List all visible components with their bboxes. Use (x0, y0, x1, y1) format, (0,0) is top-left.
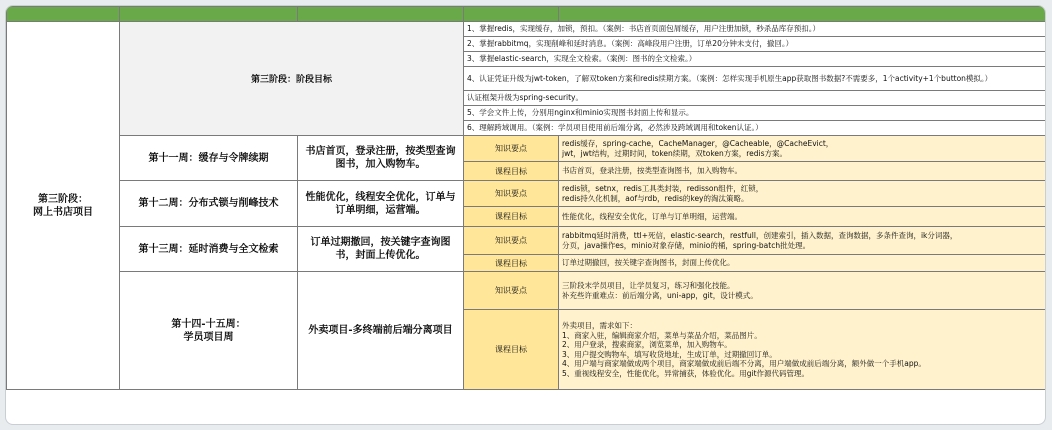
knowledge-text[interactable]: redis缓存，spring-cache，CacheManager，@Cacheable，@CacheEvict， jwt，jwt结构，过期时间，token续期，双token方案，redis方案。 (559, 136, 1046, 162)
goal-item[interactable]: 4、认证凭证升级为jwt-token，了解双token方案和redis续期方案。（案例：怎样实现手机原生app获取图书数据?不需要多，1个activity+1个button模拟。） (464, 67, 1046, 91)
week-topic[interactable]: 书店首页，登录注册，按类型查询图书，加入购物车。 (298, 136, 464, 181)
week-row (7, 227, 1046, 255)
goal-item[interactable]: 认证框架升级为spring-security。 (464, 91, 1046, 106)
goal-item[interactable]: 6、理解跨域调用。（案例：学员项目使用前后端分离，必然涉及跨域调用和token认证。） (464, 121, 1046, 136)
header-cell (559, 7, 1046, 22)
week-title[interactable]: 第十一周：缓存与令牌续期 (120, 136, 298, 181)
goal-item[interactable]: 1、掌握redis，实现缓存，加锁，预扣。（案例：书店首页面包屑缓存，用户注册加锁，秒杀品库存预扣。） (464, 22, 1046, 37)
goal-item[interactable]: 5、学会文件上传，分别用nginx和minio实现图书封面上传和显示。 (464, 106, 1046, 121)
week-topic[interactable]: 性能优化，线程安全优化，订单与订单明细，运营端。 (298, 181, 464, 227)
header-cell (464, 7, 559, 22)
week-topic[interactable]: 外卖项目-多终端前后端分离项目 (298, 272, 464, 390)
header-cell (7, 7, 120, 22)
goal-text[interactable]: 书店首页，登录注册，按类型查询图书，加入购物车。 (559, 162, 1046, 181)
goal-row (7, 22, 1046, 37)
phase-cell[interactable]: 第三阶段： 网上书店项目 (7, 22, 120, 390)
goal-item[interactable]: 3、掌握elastic-search，实现全文检索。（案例：图书的全文检索。） (464, 52, 1046, 67)
week-row (7, 272, 1046, 310)
goal-text[interactable]: 外卖项目，需求如下： 1、商家入驻，编辑商家介绍，菜单与菜品介绍，菜品图片。 2、用户登录，搜索商家，浏览菜单，加入购物车。 3、用户提交购物车，填写收货地址，生成订单，过期撤回订单。 4、用户端与商家端做成两个项目，商家端做成前后端不分离，用户端做成前后端分离，额外做一个手机app。 5、重视线程安全，性能优化，异常捕获，体验优化。用git作源代码管理。 (559, 310, 1046, 390)
week-title[interactable]: 第十四-十五周： 学员项目周 (120, 272, 298, 390)
goal-label[interactable]: 课程目标 (464, 310, 559, 390)
goal-label[interactable]: 课程目标 (464, 207, 559, 227)
goal-text[interactable]: 订单过期撤回，按关键字查询图书，封面上传优化。 (559, 255, 1046, 272)
knowledge-label[interactable]: 知识要点 (464, 181, 559, 207)
curriculum-table (6, 6, 1046, 390)
knowledge-label[interactable]: 知识要点 (464, 272, 559, 310)
week-topic[interactable]: 订单过期撤回，按关键字查询图书，封面上传优化。 (298, 227, 464, 272)
goal-label[interactable]: 课程目标 (464, 255, 559, 272)
goal-text[interactable]: 性能优化，线程安全优化，订单与订单明细，运营端。 (559, 207, 1046, 227)
knowledge-label[interactable]: 知识要点 (464, 136, 559, 162)
header-cell (298, 7, 464, 22)
knowledge-text[interactable]: 三阶段末学员项目，让学员复习，练习和强化技能。 补充些许重难点：前后端分离，uni-app，git，设计模式。 (559, 272, 1046, 310)
week-title[interactable]: 第十三周：延时消费与全文检索 (120, 227, 298, 272)
spreadsheet-frame (5, 5, 1046, 425)
week-title[interactable]: 第十二周：分布式锁与削峰技术 (120, 181, 298, 227)
goal-item[interactable]: 2、掌握rabbitmq，实现削峰和延时消息。（案例：高峰段用户注册，订单20分钟未支付，撤回。） (464, 37, 1046, 52)
knowledge-text[interactable]: redis锁，setnx，redis工具类封装，redisson组件，红锁， redis持久化机制，aof与rdb，redis的key的淘汰策略。 (559, 181, 1046, 207)
stage-goal-title[interactable]: 第三阶段：阶段目标 (120, 22, 464, 136)
week-row (7, 136, 1046, 162)
knowledge-text[interactable]: rabbitmq延时消费，ttl+死信，elastic-search，restfull，创建索引，插入数据，查询数据，多条件查询，ik分词器， 分页，java操作es，minio对象存储，minio的桶，spring-batch批处理。 (559, 227, 1046, 255)
header-cell (120, 7, 298, 22)
knowledge-label[interactable]: 知识要点 (464, 227, 559, 255)
goal-label[interactable]: 课程目标 (464, 162, 559, 181)
header-row (7, 7, 1046, 22)
week-row (7, 181, 1046, 207)
